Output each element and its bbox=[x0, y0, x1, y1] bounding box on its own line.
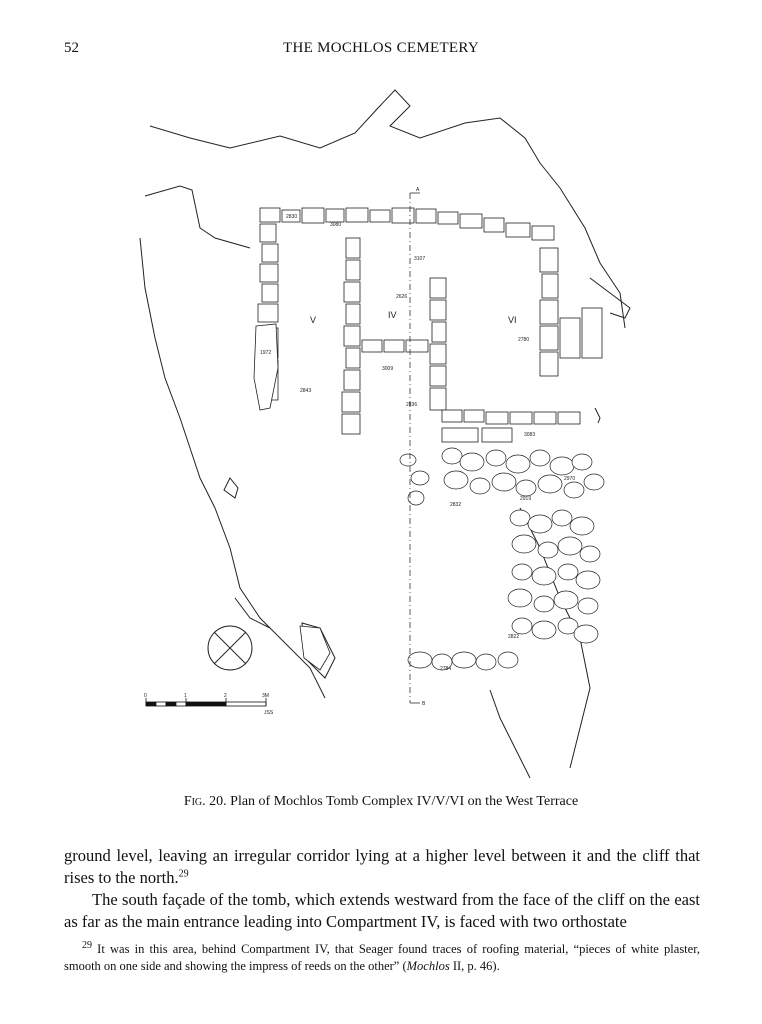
paragraph-text: ground level, leaving an irregular corridor lying at a higher level between it and the cliff that rises to the north. bbox=[64, 846, 700, 887]
caption-text: Plan of Mochlos Tomb Complex IV/V/VI on the West Terrace bbox=[226, 794, 579, 809]
footnote-text-end: II, p. 46). bbox=[449, 959, 500, 973]
feature-label: 2836 bbox=[406, 402, 418, 408]
body-text bbox=[64, 845, 700, 933]
running-head: THE MOCHLOS CEMETERY bbox=[282, 40, 479, 56]
figure-number: Fig. 20. bbox=[183, 794, 227, 809]
room-label-v: V bbox=[310, 315, 317, 325]
drafter-initials: JSS bbox=[264, 710, 274, 716]
room-label-iv: IV bbox=[388, 310, 397, 320]
page-number: 52 bbox=[64, 40, 79, 56]
footnote-reference: 29 bbox=[178, 868, 189, 880]
feature-label: 2843 bbox=[300, 388, 312, 394]
footnote bbox=[64, 941, 700, 975]
feature-label: 3009 bbox=[382, 366, 394, 372]
scale-tick-label: 0 bbox=[144, 693, 147, 699]
scale-tick-label: 2 bbox=[224, 693, 227, 699]
paragraph bbox=[64, 845, 700, 889]
feature-label: 3080 bbox=[330, 222, 342, 228]
feature-label: 2919 bbox=[520, 496, 532, 502]
feature-label: 2784 bbox=[440, 666, 452, 672]
section-marker-b: B bbox=[422, 701, 426, 707]
footnote-text: It was in this area, behind Compartment IV, that Seager found traces of roofing material, “pieces of white plaster, smooth on one side and showing the impress of reeds on the other” ( bbox=[64, 942, 700, 973]
feature-label: 2822 bbox=[508, 634, 520, 640]
scale-tick-label: 3M bbox=[262, 693, 269, 699]
feature-label: 2970 bbox=[564, 476, 576, 482]
feature-label: 2830 bbox=[286, 214, 298, 220]
feature-label: 2832 bbox=[450, 502, 462, 508]
room-label-vi: VI bbox=[508, 315, 517, 325]
feature-label: 3083 bbox=[524, 432, 536, 438]
feature-label: 2780 bbox=[518, 337, 530, 343]
feature-label: 1972 bbox=[260, 350, 272, 356]
scale-tick-label: 1 bbox=[184, 693, 187, 699]
section-marker-a: A bbox=[416, 187, 420, 193]
tomb-plan-figure bbox=[120, 78, 650, 778]
paragraph: The south façade of the tomb, which extends westward from the face of the cliff on the east as far as the main entrance leading into Compartment IV, is faced with two orthostate bbox=[64, 890, 700, 931]
feature-label: 2626 bbox=[396, 294, 408, 300]
footnote-number: 29 bbox=[82, 939, 92, 951]
footnote-title-italic: Mochlos bbox=[406, 959, 450, 973]
feature-label: 3107 bbox=[414, 256, 426, 262]
figure-caption bbox=[0, 794, 762, 810]
